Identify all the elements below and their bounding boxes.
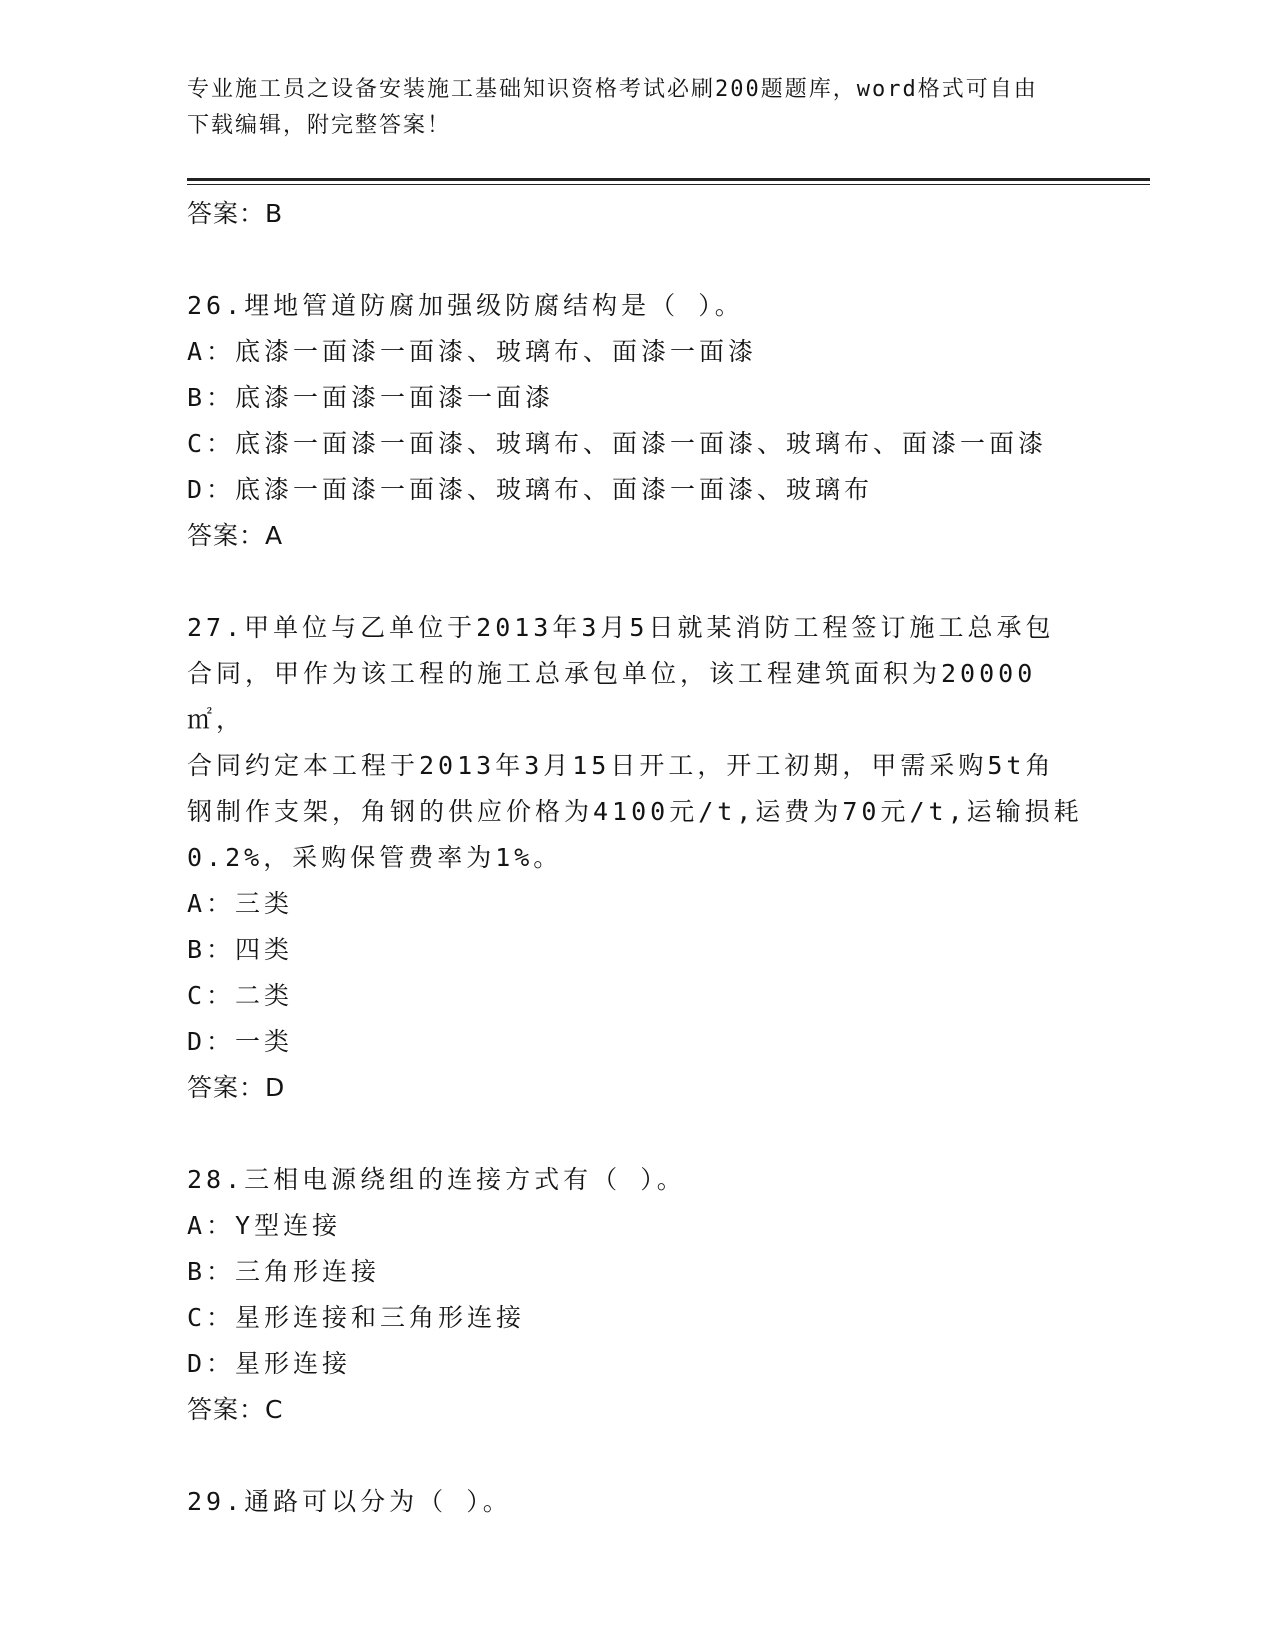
header-divider-thin — [187, 184, 1150, 185]
option-a: A：三类 — [187, 889, 294, 918]
option-b: B：三角形连接 — [187, 1257, 381, 1286]
question-26 — [187, 283, 1087, 559]
header-line-2: 下载编辑，附完整答案！ — [187, 113, 452, 138]
question-title-line: 合同，甲作为该工程的施工总承包单位，该工程建筑面积为20000㎡， — [187, 659, 1037, 734]
question-title-line: 合同约定本工程于2013年3月15日开工，开工初期，甲需采购5t角 — [187, 751, 1055, 780]
option-a: A：底漆一面漆一面漆、玻璃布、面漆一面漆 — [187, 337, 758, 366]
question-title-line: 0.2%，采购保管费率为1%。 — [187, 843, 563, 872]
option-d: D：底漆一面漆一面漆、玻璃布、面漆一面漆、玻璃布 — [187, 475, 874, 504]
question-title-line: 钢制作支架，角钢的供应价格为4100元/t,运费为70元/t,运输损耗 — [187, 797, 1083, 826]
question-title: 26.埋地管道防腐加强级防腐结构是（ ）。 — [187, 291, 744, 320]
document-header — [187, 72, 1087, 144]
option-b: B：底漆一面漆一面漆一面漆 — [187, 383, 555, 412]
option-a: A：Y型连接 — [187, 1211, 342, 1240]
option-c: C：底漆一面漆一面漆、玻璃布、面漆一面漆、玻璃布、面漆一面漆 — [187, 429, 1048, 458]
document-body — [187, 191, 1087, 1525]
question-title-line: 27.甲单位与乙单位于2013年3月5日就某消防工程签订施工总承包 — [187, 613, 1055, 642]
spacer — [187, 1111, 1087, 1157]
question-29 — [187, 1479, 1087, 1525]
question-title: 28.三相电源绕组的连接方式有（ ）。 — [187, 1165, 686, 1194]
answer: 答案：C — [187, 1395, 284, 1424]
option-b: B：四类 — [187, 935, 294, 964]
answer-previous: 答案：B — [187, 199, 284, 228]
question-28 — [187, 1157, 1087, 1433]
header-line-1: 专业施工员之设备安装施工基础知识资格考试必刷200题题库，word格式可自由 — [187, 77, 1038, 102]
option-c: C：二类 — [187, 981, 294, 1010]
answer: 答案：D — [187, 1073, 286, 1102]
spacer — [187, 1433, 1087, 1479]
question-27 — [187, 605, 1087, 1111]
option-c: C：星形连接和三角形连接 — [187, 1303, 526, 1332]
question-title: 29.通路可以分为（ ）。 — [187, 1487, 512, 1516]
option-d: D：一类 — [187, 1027, 294, 1056]
header-divider-thick — [187, 178, 1150, 181]
spacer — [187, 237, 1087, 283]
answer: 答案：A — [187, 521, 284, 550]
option-d: D：星形连接 — [187, 1349, 352, 1378]
spacer — [187, 559, 1087, 605]
